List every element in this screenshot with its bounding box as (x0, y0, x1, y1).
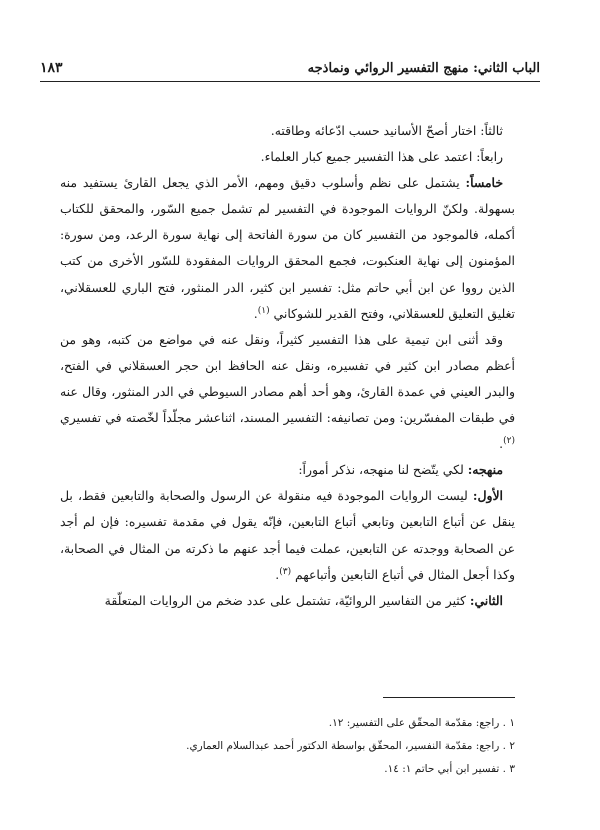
page-number: ١٨٣ (40, 60, 63, 76)
paragraph-text: كثير من التفاسير الروائيّة، تشتمل على عدد ضخم من الروايات المتعلّقة (104, 592, 466, 608)
paragraph-text: وقد أثنى ابن تيمية على هذا التفسير كثيراً، ونقل عنه في مواضع من كتبه، وهو من أعظم مصادر ابن كثير في تفسيره، ونقل عنه الحافظ ابن حجر العسقلاني في الفتح، والبدر العيني في عمدة القارئ، وهو أحد أهم مصادر السيوطي في الدر المنثور، وقال عنه في طبقات المفسّرين: ومن تصانيفه: التفسير المسند، اثناعشر مجلّداً لخّصته في تفسيري (60, 331, 515, 426)
footnotes (60, 712, 515, 781)
paragraph-second-point (60, 588, 515, 614)
paragraph-text: يشتمل على نظم وأسلوب دقيق ومهم، الأمر الذي يجعل القارئ يستفيد منه بسهولة. ولكنّ الروايات الموجودة في التفسير لم تشمل جميع السّور، والمحقق للكتاب أكمله، فالموجود من التفسير كان من سورة الفاتحة إلى نهاية سورة الرعد، ومن سورة: المؤمنون إلى نهاية العنكبوت، فجمع المحقق الروايات المفقودة للسّور الأخرى من كتب الذين رووا عن ابن أبي حاتم مثل: تفسير ابن كثير، الدر المنثور، فتح الباري للعسقلاني، تغليق التعليق للعسقلاني، وفتح القدير للشوكاني (60, 175, 515, 321)
footnote-ref-1: (١) (257, 305, 270, 316)
paragraph-text: ليست الروايات الموجودة فيه منقولة عن الرسول والصحابة والتابعين فقط، بل ينقل عن أتباع التابعين وتابعي أتباع التابعين، فإنّه يقول في مقدمة تفسيره: فإن لم أجد عن الصحابة ووجدته عن التابعين، عملت فيما أجد عنهم ما ذكرته من المثال في الصحابة، وكذا أجعل المثال في أتباع التابعين وأتباعهم (60, 488, 515, 582)
footnote-1: ١ . راجع: مقدّمة المحقّق على التفسير: ١٢. (328, 717, 515, 729)
running-header (40, 60, 540, 82)
footnote-separator (383, 697, 515, 698)
paragraph-fourth: رابعاً: اعتمد على هذا التفسير جميع كبار العلماء. (260, 149, 503, 165)
paragraph-text: لكي يتّضح لنا منهجه، نذكر أموراً: (298, 462, 464, 478)
footnote-3: ٣ . تفسير ابن أبي حاتم ١: ١٤. (384, 763, 515, 775)
footnote-2: ٢ . راجع: مقدّمة النفسير، المحقّق بواسطة الدكتور أحمد عبدالسلام العماري. (186, 740, 515, 752)
footnote-ref-2: (٢) (503, 436, 515, 446)
paragraph-first-point: الأول: ليست الروايات الموجودة فيه منقولة عن الرسول والصحابة والتابعين فقط، بل ينقل عن أتباع التابعين وتابعي أتباع التابعين، فإنّه يقول في مقدمة تفسيره: فإن لم أجد عن الصحابة ووجدته عن التابعين، عملت فيما أجد عنهم ما ذكرته من المثال في الصحابة، وكذا أجعل المثال في أتباع التابعين وأتباعهم $^{(٣)}$. (60, 488, 515, 582)
paragraph-method (60, 457, 515, 483)
body-text (60, 118, 515, 614)
paragraph-praise: وقد أثنى ابن تيمية على هذا التفسير كثيراً، ونقل عنه في مواضع من كتبه، وهو من أعظم مصادر ابن كثير في تفسيره، ونقل عنه الحافظ ابن حجر العسقلاني في الفتح، والبدر العيني في عمدة القارئ، وهو أحد أهم مصادر السيوطي في الدر المنثور، وقال عنه في طبقات المفسّرين: ومن تصانيفه: التفسير المسند، اثناعشر مجلّداً لخّصته في تفسيري $^{(٢)}$. (60, 331, 515, 452)
chapter-title: الباب الثاني: منهج التفسير الروائي ونماذجه (307, 61, 540, 76)
footnote-ref-3: (٣) (279, 566, 292, 577)
paragraph-fifth: خامساً: يشتمل على نظم وأسلوب دقيق ومهم، الأمر الذي يجعل القارئ يستفيد منه بسهولة. ولكنّ الروايات الموجودة في التفسير لم تشمل جميع السّور، والمحقق للكتاب أكمله، فالموجود من التفسير كان من سورة الفاتحة إلى نهاية سورة الرعد، ومن سورة: المؤمنون إلى نهاية العنكبوت، فجمع المحقق الروايات المفقودة للسّور الأخرى من كتب الذين رووا عن ابن أبي حاتم مثل: تفسير ابن كثير، الدر المنثور، فتح الباري للعسقلاني، تغليق التعليق للعسقلاني، وفتح القدير للشوكاني $^{(١)}$. (60, 175, 515, 321)
paragraph-lead: الأول: (472, 488, 503, 504)
paragraph-lead: منهجه: (467, 462, 503, 478)
paragraph-lead: الثاني: (469, 592, 503, 608)
paragraph-third: ثالثاً: اختار أصحّ الأسانيد حسب ادّعائه وطاقته. (270, 123, 503, 138)
paragraph-lead: خامساً: (465, 175, 503, 191)
